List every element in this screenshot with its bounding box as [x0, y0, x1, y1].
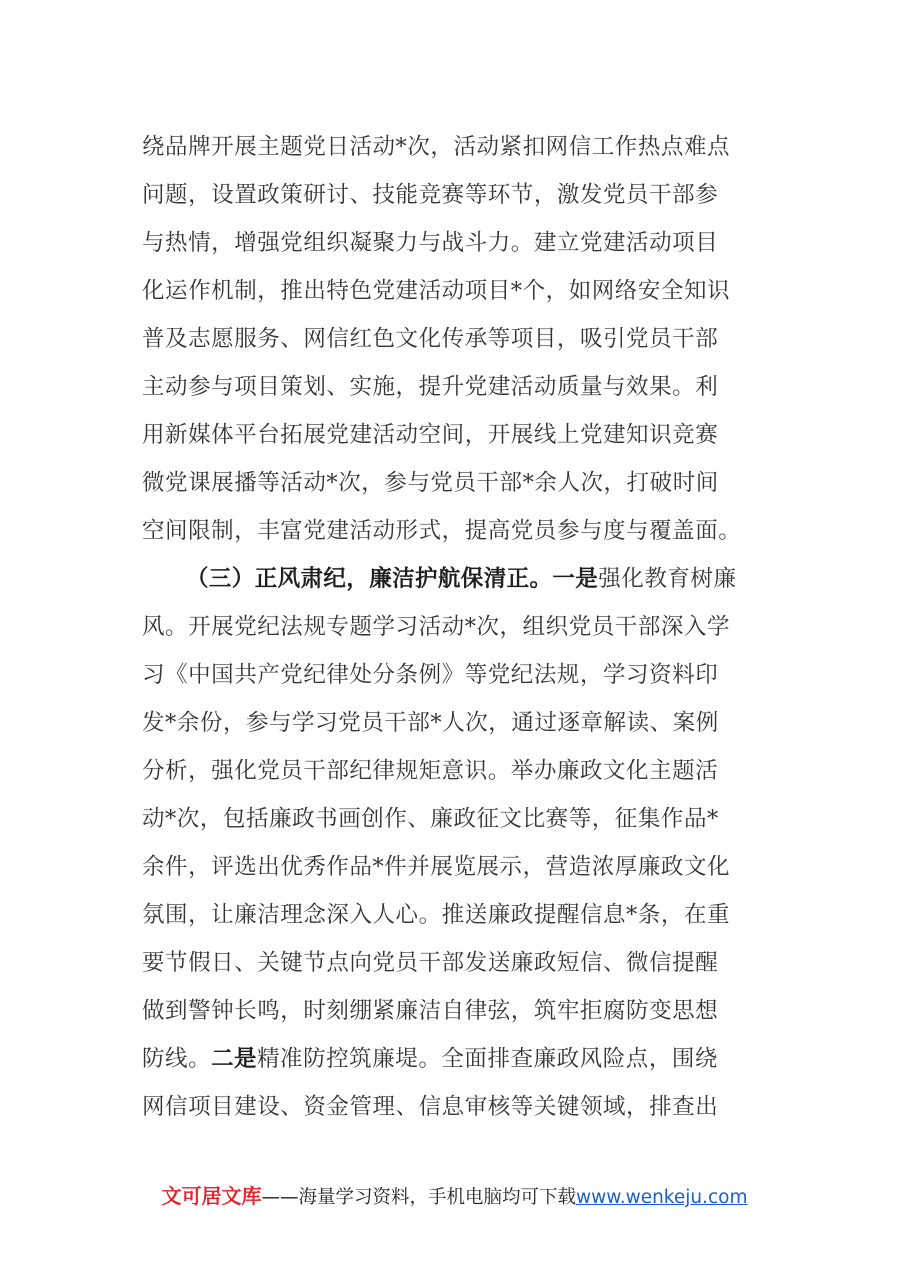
paragraph-line: 风。开展党纪法规专题学习活动*次，组织党员干部深入学 [142, 614, 731, 640]
paragraph-line: 习《中国共产党纪律处分条例》等党纪法规，学习资料印 [142, 662, 719, 688]
paragraph-line: 普及志愿服务、网信红色文化传承等项目，吸引党员干部 [142, 326, 719, 352]
paragraph-line: 主动参与项目策划、实施，提升党建活动质量与效果。利 [142, 374, 719, 400]
point-marker-two: 二是 [211, 1046, 257, 1072]
line-prefix: 防线。 [142, 1046, 212, 1072]
paragraph-line: 与热情，增强党组织凝聚力与战斗力。建立党建活动项目 [142, 230, 719, 256]
brand-name: 文可居文库 [161, 1184, 262, 1208]
website-link[interactable]: www.wenkeju.com [576, 1187, 748, 1208]
section-heading: （三）正风肃纪，廉洁护航保清正。 [186, 566, 553, 592]
paragraph-line: 问题，设置政策研讨、技能竞赛等环节，激发党员干部参 [142, 182, 719, 208]
section-heading-line [186, 555, 770, 603]
document-body [142, 123, 770, 1131]
paragraph-line: 分析，强化党员干部纪律规矩意识。举办廉政文化主题活 [142, 758, 719, 784]
paragraph-line [142, 1035, 770, 1083]
paragraph-line: 发*余份，参与学习党员干部*人次，通过逐章解读、案例 [142, 710, 719, 736]
paragraph-line: 动*次，包括廉政书画创作、廉政征文比赛等，征集作品* [142, 806, 719, 832]
paragraph-line: 微党课展播等活动*次，参与党员干部*余人次，打破时间 [142, 470, 719, 496]
heading-line-rest: 强化教育树廉 [598, 566, 737, 592]
footer-tagline: ——海量学习资料，手机电脑均可下载 [261, 1187, 576, 1208]
paragraph-line: 空间限制，丰富党建活动形式，提高党员参与度与覆盖面。 [142, 518, 742, 544]
page-footer [0, 1183, 909, 1211]
paragraph-line: 绕品牌开展主题党日活动*次，活动紧扣网信工作热点难点 [142, 134, 731, 160]
line-rest: 精准防控筑廉堤。全面排查廉政风险点，围绕 [256, 1046, 718, 1072]
paragraph-line: 化运作机制，推出特色党建活动项目*个，如网络安全知识 [142, 278, 731, 304]
paragraph-line: 用新媒体平台拓展党建活动空间，开展线上党建知识竞赛 [142, 422, 719, 448]
paragraph-line: 要节假日、关键节点向党员干部发送廉政短信、微信提醒 [142, 950, 719, 976]
paragraph-line: 余件，评选出优秀作品*件并展览展示，营造浓厚廉政文化 [142, 854, 731, 880]
paragraph-line: 氛围，让廉洁理念深入人心。推送廉政提醒信息*条，在重 [142, 902, 731, 928]
paragraph-line: 网信项目建设、资金管理、信息审核等关键领域，排查出 [142, 1094, 719, 1120]
point-marker-one: 一是 [552, 566, 599, 592]
paragraph-line: 做到警钟长鸣，时刻绷紧廉洁自律弦，筑牢拒腐防变思想 [142, 998, 719, 1024]
